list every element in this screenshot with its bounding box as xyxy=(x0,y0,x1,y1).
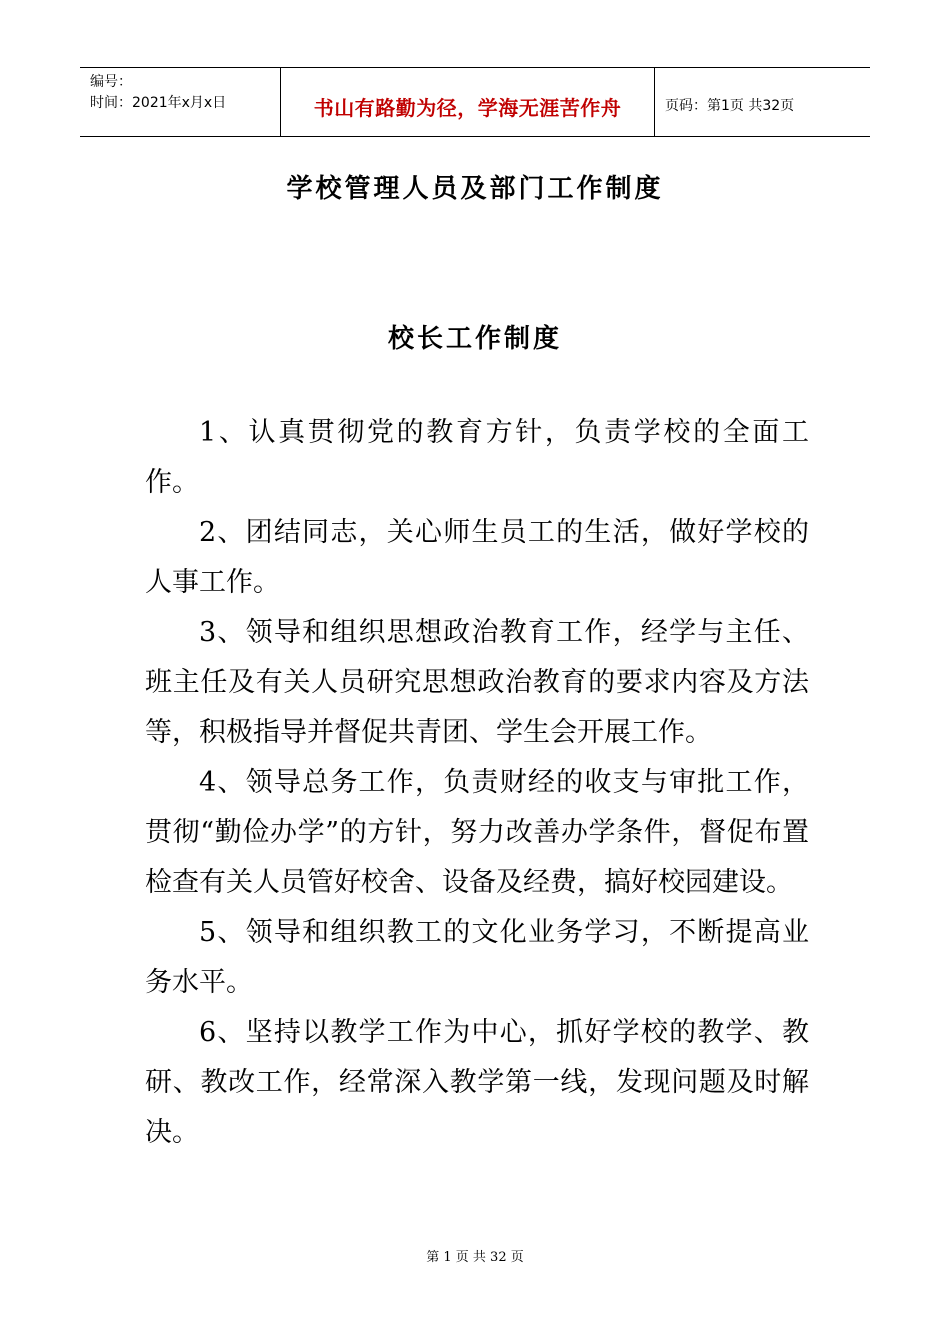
document-title: 学校管理人员及部门工作制度 xyxy=(286,174,664,204)
paragraph-3: 3、领导和组织思想政治教育工作，经学与主任、班主任及有关人员研究思想政治教育的要求内容及方法等，积极指导并督促共青团、学生会开展工作。 xyxy=(145,617,809,748)
paragraph-1: 1、认真贯彻党的教育方针，负责学校的全面工作。 xyxy=(145,417,809,498)
page-label: 页码：第1页 共32页 xyxy=(665,98,795,114)
page-header xyxy=(80,67,870,137)
header-meta-cell xyxy=(80,68,281,136)
section-title: 校长工作制度 xyxy=(387,324,562,354)
motto-text: 书山有路勤为径，学海无涯苦作舟 xyxy=(313,96,622,120)
time-label: 时间：2021年x月x日 xyxy=(90,95,227,111)
document-body xyxy=(145,408,809,1158)
header-page-cell xyxy=(655,68,870,136)
page-footer: 第 1 页 共 32 页 xyxy=(426,1250,524,1265)
paragraph-2: 2、团结同志，关心师生员工的生活，做好学校的人事工作。 xyxy=(145,517,809,598)
number-label: 编号： xyxy=(90,74,132,90)
paragraph-5: 5、领导和组织教工的文化业务学习，不断提高业务水平。 xyxy=(145,917,809,998)
header-motto-cell xyxy=(281,68,655,136)
paragraph-4: 4、领导总务工作，负责财经的收支与审批工作，贯彻“勤俭办学”的方针，努力改善办学条件，督促布置检查有关人员管好校舍、设备及经费，搞好校园建设。 xyxy=(145,767,809,898)
paragraph-6: 6、坚持以教学工作为中心，抓好学校的教学、教研、教改工作，经常深入教学第一线，发现问题及时解决。 xyxy=(145,1017,809,1148)
